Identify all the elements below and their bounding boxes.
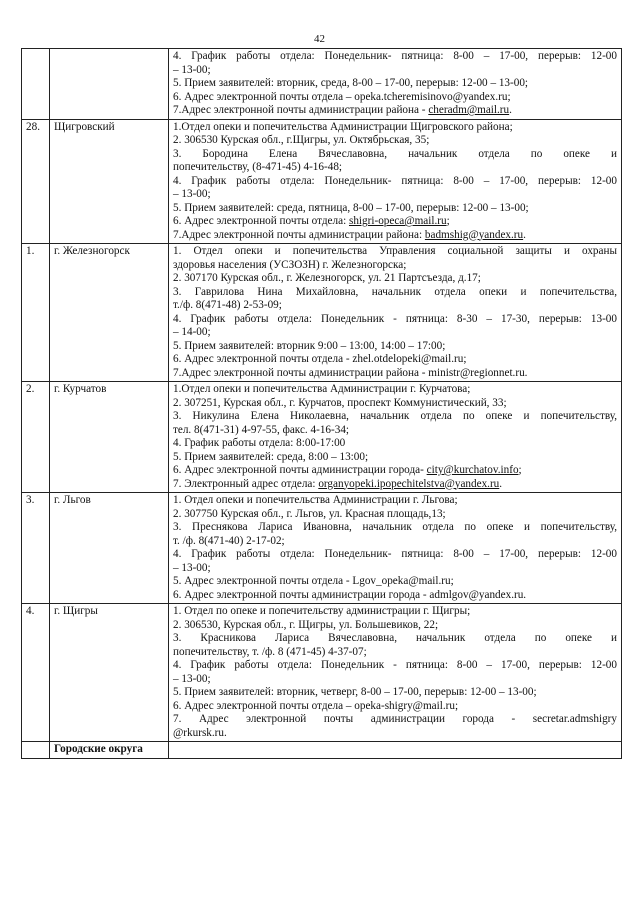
info-line [173, 188, 617, 202]
info-tail: ; [518, 464, 522, 476]
table-row [22, 382, 622, 493]
info-text: попечительству, т. /ф. 8 (471-45) 4-37-07; [173, 645, 367, 658]
info-text: 4. График работы отдела: 8:00-17:00 [173, 437, 346, 449]
info-line [173, 494, 617, 508]
info-text: 1.Отдел опеки и попечительства Администрации г. Курчатова; [173, 383, 471, 395]
contact-info [169, 742, 622, 759]
info-line [173, 424, 617, 438]
info-line [173, 50, 617, 64]
info-line [173, 134, 617, 148]
info-line [173, 575, 617, 589]
info-text: 4. График работы отдела: Понедельник - пятница: 8-30 – 17-30, перерыв: 13-00 [173, 312, 617, 325]
info-text: @rkursk.ru. [173, 726, 227, 739]
info-text: 4. График работы отдела: Понедельник- пятница: 8-00 – 17-00, перерыв: 12-00 [173, 50, 617, 62]
info-line [173, 535, 617, 549]
district-name [50, 49, 169, 120]
info-text: 1. Отдел опеки и попечительства Управления социальной защиты и охраны [173, 245, 617, 257]
info-text: – 14-00; [173, 326, 211, 338]
info-text: 5. Прием заявителей: вторник, четверг, 8-00 – 17-00, перерыв: 12-00 – 13-00; [173, 686, 537, 698]
info-text: т./ф. 8(471-48) 2-53-09; [173, 299, 282, 311]
info-text: 5. Прием заявителей: среда, 8:00 – 13:00; [173, 450, 369, 463]
info-text: – 13-00; [173, 63, 211, 76]
info-line [173, 632, 617, 646]
info-line [173, 245, 617, 259]
info-line [173, 340, 617, 354]
info-text: тел. 8(471-31) 4-97-55, факс. 4-16-34; [173, 423, 350, 436]
table-row [22, 244, 622, 382]
email-link[interactable]: badmshig@yandex.ru [424, 228, 524, 241]
district-name: г. Щигры [50, 604, 169, 742]
district-name: г. Железногорск [50, 244, 169, 382]
info-line [173, 229, 617, 243]
info-text: 5. Адрес электронной почты отдела - Lgov_opeka@mail.ru; [173, 575, 454, 587]
info-line [173, 367, 617, 381]
info-text: – 13-00; [173, 672, 211, 685]
table-row [22, 742, 622, 759]
info-line [173, 713, 617, 727]
info-line [173, 646, 617, 660]
info-text: 1. Отдел по опеке и попечительству администрации г. Щигры; [173, 605, 471, 617]
info-line [173, 286, 617, 300]
info-text: 6. Адрес электронной почты отдела - zhel.otdelopeki@mail.ru; [173, 353, 467, 365]
table-body [22, 49, 622, 759]
info-line [173, 673, 617, 687]
info-line [173, 326, 617, 340]
page-number: 42 [314, 33, 325, 45]
info-line [173, 383, 617, 397]
info-text: 2. 306530, Курская обл., г. Щигры, ул. Большевиков, 22; [173, 618, 439, 631]
info-text: 7. Адрес электронной почты администрации города - secretar.admshigry [173, 713, 617, 725]
info-line [173, 161, 617, 175]
info-line [173, 104, 617, 118]
info-line [173, 121, 617, 135]
info-text: 6. Адрес электронной почты отдела – opeka.tcheremisinovo@yandex.ru; [173, 90, 511, 103]
contact-info [169, 493, 622, 604]
info-tail: . [509, 104, 512, 116]
info-text: 3. Красникова Лариса Вячеславовна, начальник отдела по опеке и [173, 632, 617, 644]
info-line [173, 410, 617, 424]
row-number: 2. [22, 382, 50, 493]
info-line [173, 605, 617, 619]
info-line [173, 464, 617, 478]
info-line [173, 508, 617, 522]
info-tail: ; [446, 215, 450, 227]
info-text: 5. Прием заявителей: вторник 9:00 – 13:00, 14:00 – 17:00; [173, 339, 446, 352]
info-line [173, 686, 617, 700]
info-text: 1. Отдел опеки и попечительства Администрации г. Льгова; [173, 494, 458, 506]
district-name: Щигровский [50, 119, 169, 244]
row-number: 4. [22, 604, 50, 742]
info-line [173, 562, 617, 576]
table-row [22, 49, 622, 120]
info-text: 7.Адрес электронной почты администрации района: [173, 228, 425, 241]
info-text: здоровья населения (УСЗОЗН) г. Железногорска; [173, 258, 407, 271]
info-text: 5. Прием заявителей: вторник, среда, 8-00 – 17-00, перерыв: 12-00 – 13-00; [173, 77, 529, 89]
info-line [173, 91, 617, 105]
info-text: 3. Гаврилова Нина Михайловна, начальник отдела опеки и попечительства, [173, 285, 617, 298]
info-text: 6. Адрес электронной почты отдела – opeka-shigry@mail.ru; [173, 699, 459, 712]
info-text: 3. Бородина Елена Вячеславовна, начальник отдела по опеке и [173, 147, 617, 160]
info-text: 2. 306530 Курская обл., г.Щигры, ул. Октябрьская, 35; [173, 134, 430, 146]
info-text: т. /ф. 8(471-40) 2-17-02; [173, 534, 285, 547]
info-line [173, 727, 617, 741]
info-line [173, 397, 617, 411]
info-text: 2. 307170 Курская обл., г. Железногорск, ул. 21 Партсъезда, д.17; [173, 272, 481, 284]
info-line [173, 272, 617, 286]
info-text: 7. Электронный адрес отдела: [173, 477, 319, 490]
info-line [173, 64, 617, 78]
info-text: 7.Адрес электронной почты администрации района - [173, 104, 429, 116]
info-tail: . [523, 228, 526, 241]
info-text: 4. График работы отдела: Понедельник- пятница: 8-00 – 17-00, перерыв: 12-00 [173, 174, 617, 187]
info-line [173, 215, 617, 229]
info-text: 6. Адрес электронной почты администрации города- [173, 464, 427, 476]
email-link[interactable]: city@kurchatov.info [426, 464, 519, 476]
contact-info [169, 604, 622, 742]
row-number [22, 49, 50, 120]
row-number [22, 742, 50, 759]
info-line [173, 619, 617, 633]
section-heading: Городские округа [50, 742, 169, 759]
info-text: 6. Адрес электронной почты администрации города - admlgov@yandex.ru. [173, 588, 527, 601]
agencies-table [21, 48, 622, 759]
info-line [173, 259, 617, 273]
info-text: 2. 307251, Курская обл., г. Курчатов, проспект Коммунистический, 33; [173, 396, 507, 409]
info-text: 3. Никулина Елена Николаевна, начальник отдела по опеке и попечительству, [173, 410, 617, 422]
contact-info [169, 49, 622, 120]
contact-info [169, 119, 622, 244]
info-text: 1.Отдел опеки и попечительства Администрации Щигровского района; [173, 120, 513, 133]
table-row [22, 493, 622, 604]
district-name: г. Льгов [50, 493, 169, 604]
info-line [173, 659, 617, 673]
info-text: – 13-00; [173, 561, 211, 574]
row-number: 3. [22, 493, 50, 604]
info-tail: . [499, 477, 503, 490]
info-text: 7.Адрес электронной почты администрации района - ministr@regionnet.ru. [173, 366, 528, 379]
info-line [173, 353, 617, 367]
district-name: г. Курчатов [50, 382, 169, 493]
info-line [173, 548, 617, 562]
info-line [173, 148, 617, 162]
info-text: 4. График работы отдела: Понедельник- пятница: 8-00 – 17-00, перерыв: 12-00 [173, 548, 617, 560]
email-link[interactable]: organyopeki.ipopechitelstva@yandex.ru [318, 477, 500, 490]
contact-info [169, 244, 622, 382]
info-line [173, 521, 617, 535]
info-line [173, 313, 617, 327]
table-row [22, 119, 622, 244]
info-line [173, 77, 617, 91]
info-text: попечительству, (8-471-45) 4-16-48; [173, 161, 343, 173]
info-line [173, 437, 617, 451]
info-text: 3. Преснякова Лариса Ивановна, начальник отдела по опеке и попечительству, [173, 521, 617, 533]
info-text: 4. График работы отдела: Понедельник - пятница: 8-00 – 17-00, перерыв: 12-00 [173, 659, 617, 671]
email-link[interactable]: shigri-opeca@mail.ru [348, 215, 447, 227]
info-line [173, 299, 617, 313]
info-text: 5. Прием заявителей: среда, пятница, 8-00 – 17-00, перерыв: 12-00 – 13-00; [173, 201, 529, 214]
row-number: 1. [22, 244, 50, 382]
info-line [173, 700, 617, 714]
info-text: – 13-00; [173, 188, 211, 200]
info-line [173, 175, 617, 189]
email-link[interactable]: cheradm@mail.ru [428, 104, 510, 116]
info-line [173, 451, 617, 465]
info-text: 2. 307750 Курская обл., г. Льгов, ул. Красная площадь,13; [173, 507, 446, 520]
row-number: 28. [22, 119, 50, 244]
info-line [173, 202, 617, 216]
info-text: 6. Адрес электронной почты отдела: [173, 215, 349, 227]
info-line [173, 589, 617, 603]
table-row [22, 604, 622, 742]
info-line [173, 478, 617, 492]
contact-info [169, 382, 622, 493]
